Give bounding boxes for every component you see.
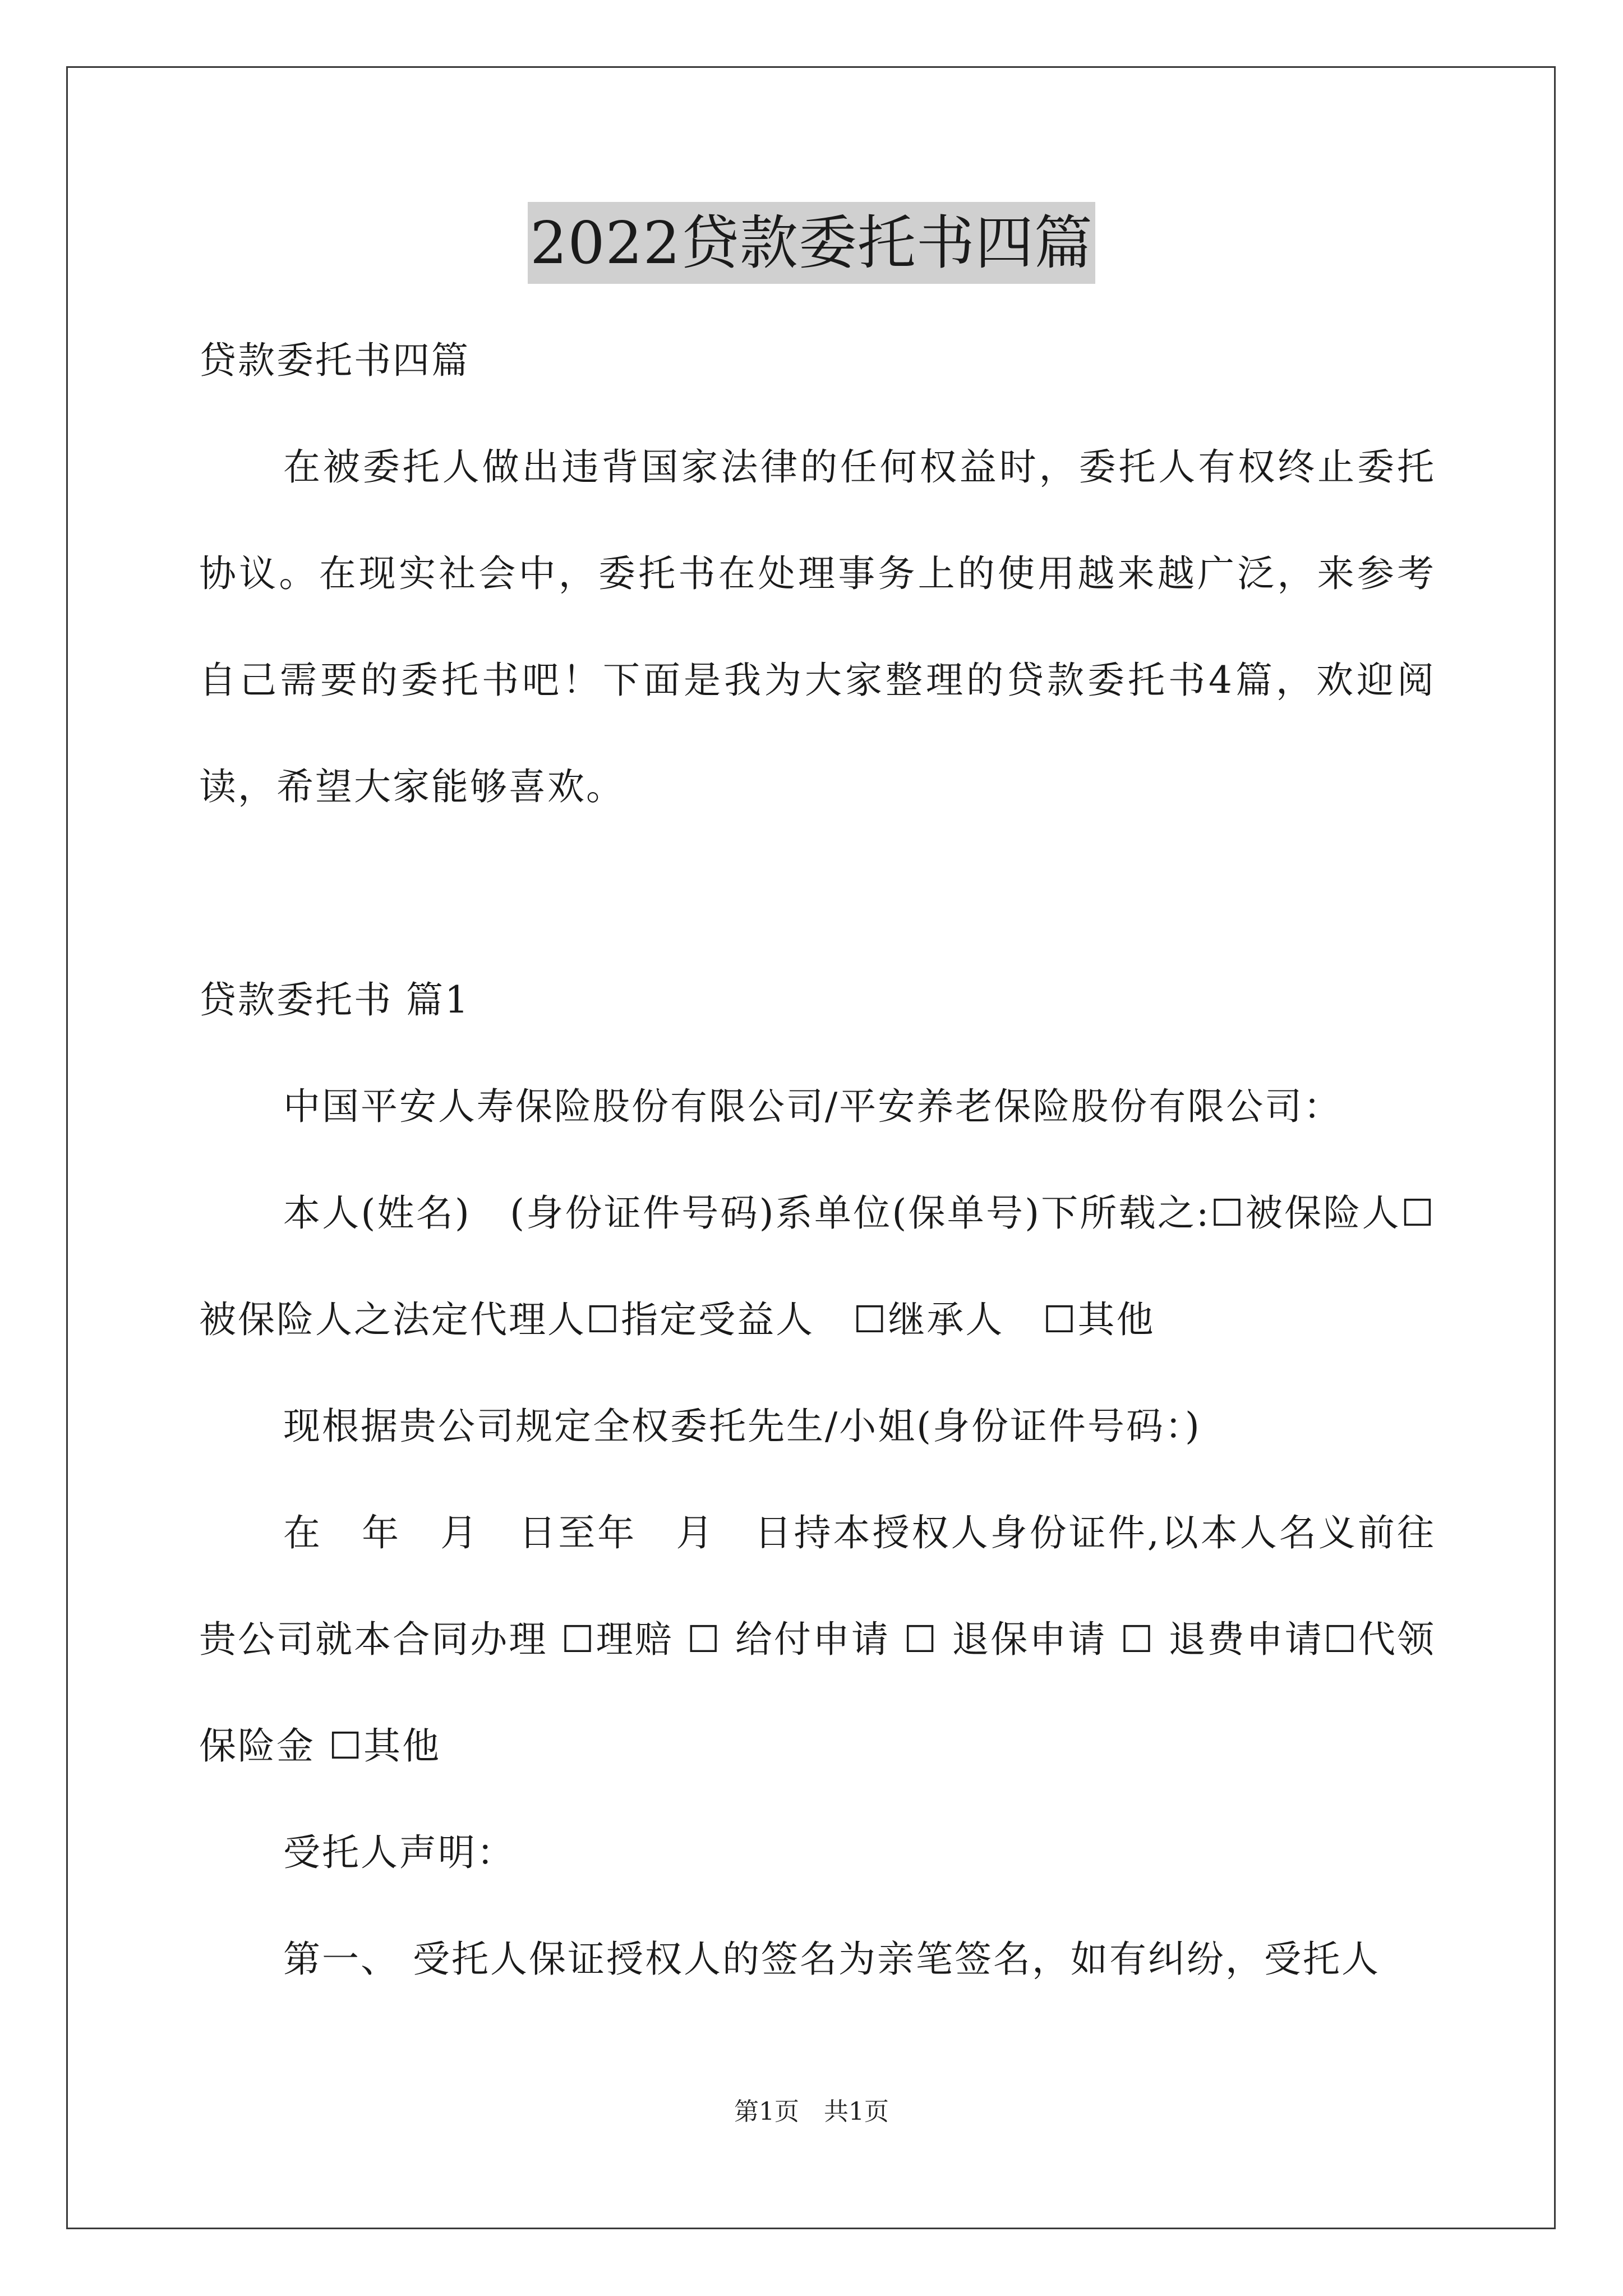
- document-subtitle: 贷款委托书四篇: [199, 339, 470, 382]
- document-body: [199, 307, 1436, 2013]
- delegation-statement: 现根据贵公司规定全权委托先生/小姐(身份证件号码：): [283, 1405, 1201, 1448]
- addressee-line: 中国平安人寿保险股份有限公司/平安养老保险股份有限公司：: [283, 1085, 1343, 1128]
- page-footer: 第1页 共1页: [734, 2097, 889, 2126]
- authorization-scope: 在 年 月 日至年 月 日持本授权人身份证件,以本人名义前往贵公司就本合同办理 ☐理赔 ☐ 给付申请 ☐ 退保申请 ☐ 退费申请☐代领保险金 ☐其他: [199, 1511, 1436, 1768]
- declaration-clause-1: 第一、 受托人保证授权人的签名为亲笔签名，如有纠纷，受托人: [283, 1938, 1380, 1981]
- title-container: [0, 202, 1623, 284]
- intro-paragraph: 在被委托人做出违背国家法律的任何权益时，委托人有权终止委托协议。在现实社会中，委托书在处理事务上的使用越来越广泛，来参考自己需要的委托书吧！下面是我为大家整理的贷款委托书4篇，欢迎阅读，希望大家能够喜欢。: [199, 445, 1436, 808]
- agent-declaration-heading: 受托人声明：: [283, 1831, 515, 1874]
- principal-statement: 本人(姓名) (身份证件号码)系单位(保单号)下所载之:☐被保险人☐被保险人之法定代理人☐指定受益人 ☐继承人 ☐其他: [199, 1191, 1436, 1341]
- document-title: 2022贷款委托书四篇: [528, 202, 1095, 284]
- section-heading: 贷款委托书 篇1: [199, 978, 470, 1022]
